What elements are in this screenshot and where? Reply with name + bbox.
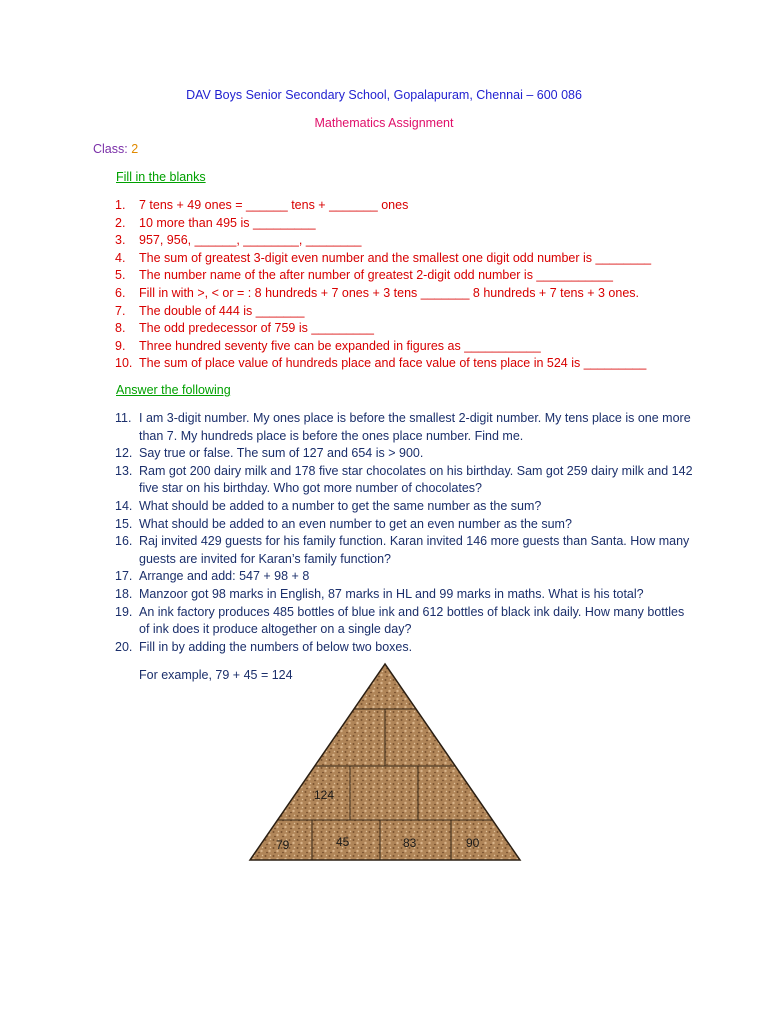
pyramid-top-value: 124 [314,788,335,802]
question-number: 1. [115,198,126,212]
fill-question-6 [115,285,695,303]
fill-blanks-heading: Fill in the blanks [116,170,206,184]
question-text: The sum of place value of hundreds place and face value of tens place in 524 is _________ [139,356,647,371]
fill-question-9 [115,338,695,356]
fill-question-10 [115,355,695,373]
answer-following-heading: Answer the following [116,383,231,397]
question-text: Manzoor got 98 marks in English, 87 marks in HL and 99 marks in maths. What is his total? [139,586,644,601]
example-text: For example, 79 + 45 = 124 [139,668,293,682]
fill-question-4 [115,250,695,268]
answer-question-3 [115,463,695,498]
fill-question-8 [115,320,695,338]
question-number: 18. [115,586,133,601]
fill-blanks-list [115,197,695,373]
question-text: 957, 956, ______, ________, ________ [139,233,362,248]
question-number: 6. [115,285,126,300]
answer-question-6 [115,533,695,568]
answer-question-8 [115,586,695,604]
answer-question-4 [115,498,695,516]
question-number: 13. [115,463,133,478]
question-number: 3. [115,233,126,248]
answer-question-2 [115,445,695,463]
question-number: 20. [115,639,133,654]
question-text: 10 more than 495 is _________ [139,215,316,230]
question-number: 9. [115,338,126,353]
question-text: What should be added to a number to get the same number as the sum? [139,498,542,513]
question-text: Arrange and add: 547 + 98 + 8 [139,569,310,584]
question-number: 12. [115,446,133,461]
question-text: Raj invited 429 guests for his family function. Karan invited 146 more guests than Santa. How many guests are invited for Karan’s family function? [139,534,690,566]
question-text: The double of 444 is _______ [139,303,305,318]
assignment-title: Mathematics Assignment [314,116,454,130]
question-text: Fill in with >, < or = : 8 hundreds + 7 ones + 3 tens _______ 8 hundreds + 7 tens + 3 ones. [139,285,639,300]
answer-question-7 [115,568,695,586]
class-label: Class: [93,142,132,156]
question-text: I am 3-digit number. My ones place is before the smallest 2-digit number. My tens place is one more than 7. My hundreds place is before the ones place number. Find me. [139,411,691,443]
question-number: 15. [115,516,133,531]
question-number: 10. [115,356,133,371]
class-value: 2 [131,142,139,156]
pyramid-bottom-value-3: 83 [403,836,417,850]
answer-question-10 [115,639,695,657]
answer-following-list [115,410,695,656]
question-number: 16. [115,534,133,549]
fill-question-3 [115,232,695,250]
answer-question-1 [115,410,695,445]
pyramid-bottom-value-1: 79 [276,838,290,852]
question-text: An ink factory produces 485 bottles of blue ink and 612 bottles of black ink daily. How many bottles of ink does it produce altogether on a single day? [139,604,685,637]
class-line [93,142,138,156]
pyramid-bottom-value-4: 90 [466,836,480,850]
fill-question-7 [115,303,695,321]
fill-question-1 [115,197,695,215]
answer-question-9 [115,604,695,639]
pyramid-bottom-value-2: 45 [336,835,350,849]
question-text: Fill in by adding the numbers of below two boxes. [139,639,413,654]
question-text: The odd predecessor of 759 is _________ [139,321,374,336]
question-number: 19. [115,604,133,619]
answer-question-5 [115,516,695,534]
question-number: 11. [115,411,132,425]
question-text: Say true or false. The sum of 127 and 654 is > 900. [139,446,424,461]
question-number: 4. [115,250,126,265]
question-number: 8. [115,321,126,336]
school-title: DAV Boys Senior Secondary School, Gopalapuram, Chennai – 600 086 [186,88,582,102]
number-pyramid [248,662,522,864]
question-number: 17. [115,569,133,584]
question-text: What should be added to an even number to get an even number as the sum? [139,516,572,531]
question-text: Ram got 200 dairy milk and 178 five star chocolates on his birthday. Sam got 259 dairy milk and 142 five star on his birthday. Who got more number of chocolates? [139,463,693,496]
question-text: The number name of the after number of greatest 2-digit odd number is ___________ [139,268,613,283]
question-text: 7 tens + 49 ones = ______ tens + _______ ones [139,198,409,212]
question-number: 14. [115,498,133,513]
question-number: 7. [115,303,126,318]
fill-question-2 [115,215,695,233]
question-number: 2. [115,215,126,230]
question-text: Three hundred seventy five can be expanded in figures as ___________ [139,338,541,353]
question-number: 5. [115,268,126,283]
fill-question-5 [115,267,695,285]
question-text: The sum of greatest 3-digit even number and the smallest one digit odd number is ________ [139,250,652,265]
